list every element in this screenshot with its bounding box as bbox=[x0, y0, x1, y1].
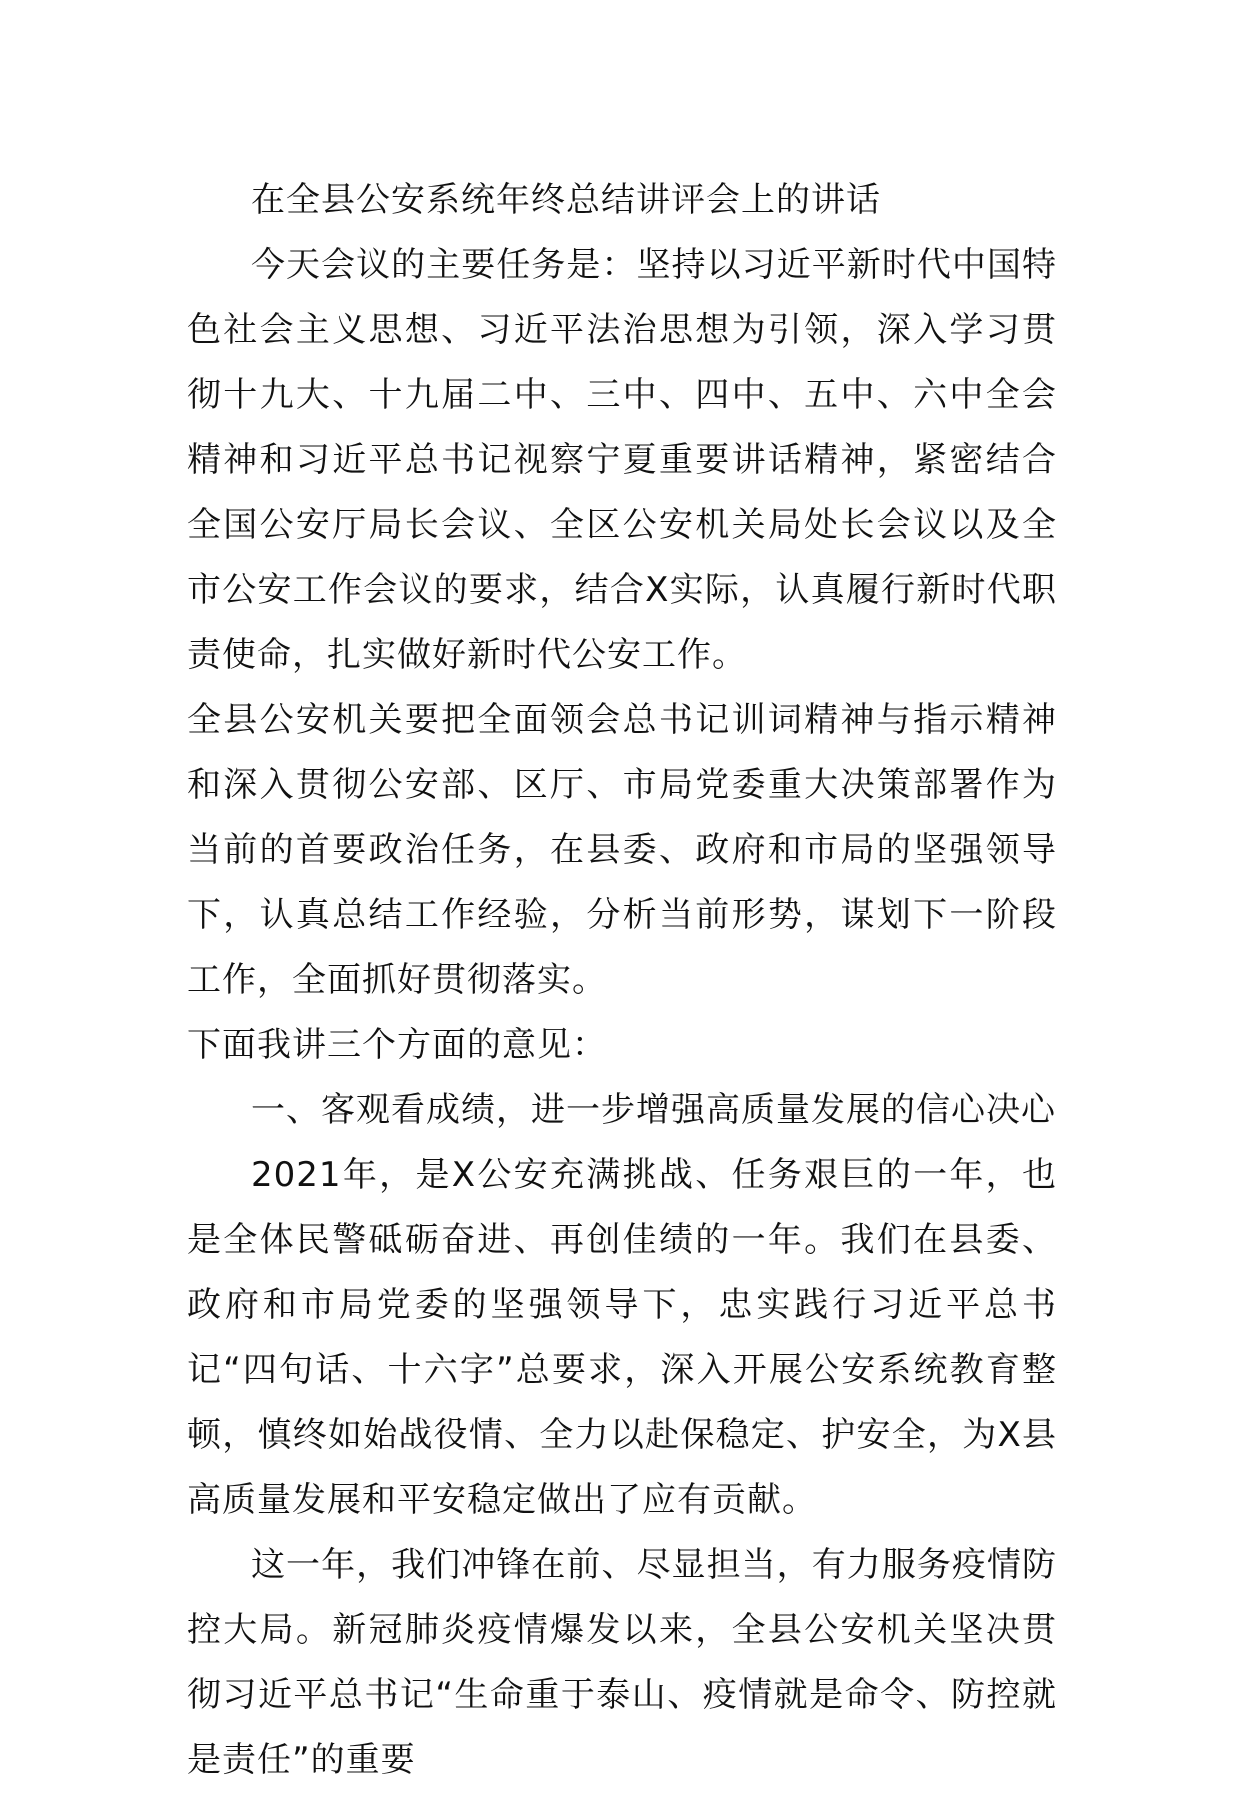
paragraph-task: 全县公安机关要把全面领会总书记训词精神与指示精神和深入贯彻公安部、区厅、市局党委重大决策部署作为当前的首要政治任务，在县委、政府和市局的坚强领导下，认真总结工作经验，分析当前形势，谋划下一阶段工作，全面抓好贯彻落实。 bbox=[187, 700, 1057, 1000]
paragraph-epidemic: 这一年，我们冲锋在前、尽显担当，有力服务疫情防控大局。新冠肺炎疫情爆发以来，全县公安机关坚决贯彻习近平总书记“生命重于泰山、疫情就是命令、防控就是责任”的重要 bbox=[187, 1545, 1057, 1780]
document-body bbox=[187, 168, 1057, 1793]
document-title: 在全县公安系统年终总结讲评会上的讲话 bbox=[251, 180, 881, 220]
paragraph-intro: 今天会议的主要任务是：坚持以习近平新时代中国特色社会主义思想、习近平法治思想为引领，深入学习贯彻十九大、十九届二中、三中、四中、五中、六中全会精神和习近平总书记视察宁夏重要讲话精神，紧密结合全国公安厅局长会议、全区公安机关局处长会议以及全市公安工作会议的要求，结合X实际，认真履行新时代职责使命，扎实做好新时代公安工作。 bbox=[187, 245, 1057, 675]
paragraph-outline: 下面我讲三个方面的意见： bbox=[187, 1025, 607, 1065]
section-heading: 一、客观看成绩，进一步增强高质量发展的信心决心 bbox=[251, 1090, 1056, 1130]
paragraph-2021-summary: 2021年，是X公安充满挑战、任务艰巨的一年，也是全体民警砥砺奋进、再创佳绩的一年。我们在县委、政府和市局党委的坚强领导下，忠实践行习近平总书记“四句话、十六字”总要求，深入开展公安系统教育整顿，慎终如始战役情、全力以赴保稳定、护安全，为X县高质量发展和平安稳定做出了应有贡献。 bbox=[187, 1155, 1057, 1520]
